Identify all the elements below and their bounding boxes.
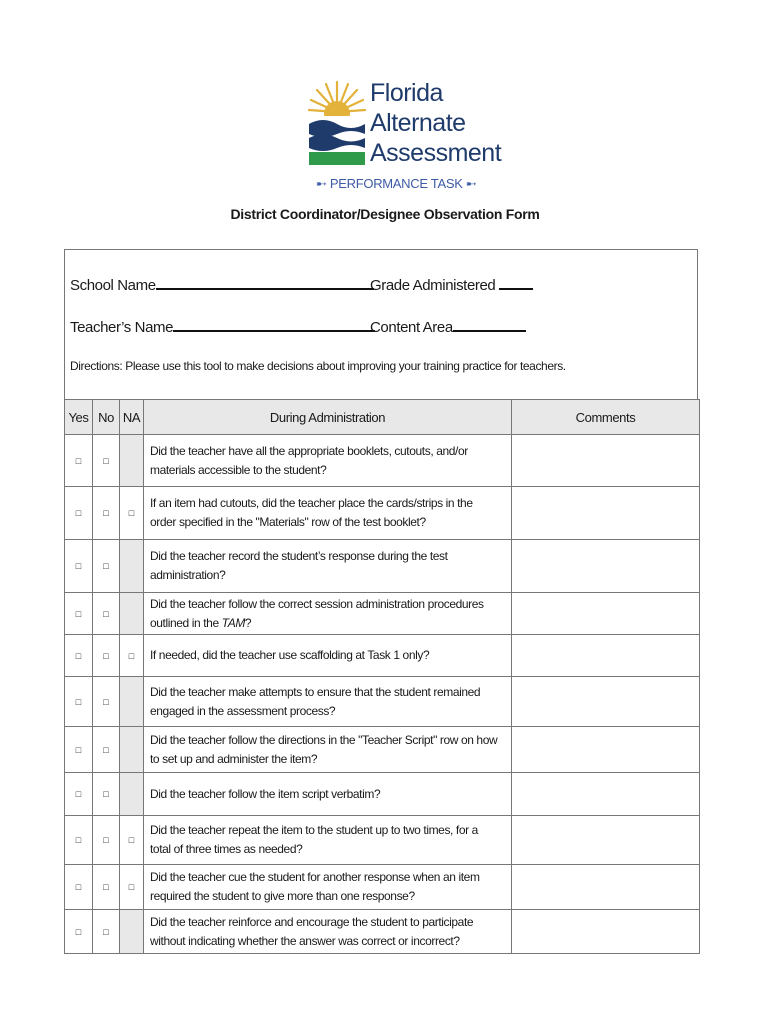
question-cell: Did the teacher follow the item script verbatim? — [144, 773, 512, 816]
no-checkbox[interactable]: □ — [93, 865, 120, 910]
form-title: District Coordinator/Designee Observation Form — [230, 206, 540, 222]
florida-alternate-assessment-logo — [308, 76, 502, 194]
teachers-name-field[interactable] — [70, 318, 375, 336]
na-checkbox[interactable]: □ — [120, 865, 144, 910]
yes-checkbox[interactable]: □ — [65, 865, 93, 910]
na-cell-shaded — [120, 677, 144, 727]
question-cell: Did the teacher reinforce and encourage the student to participate without indicating whether the answer was correct or incorrect? — [144, 910, 512, 954]
table-row — [65, 910, 700, 954]
yes-checkbox[interactable]: □ — [65, 677, 93, 727]
content-area-label: Content Area — [370, 319, 453, 336]
content-area-line[interactable] — [453, 318, 526, 332]
question-text: Did the teacher follow the correct session administration procedures outlined in the — [150, 596, 484, 630]
comments-cell[interactable] — [512, 727, 700, 773]
yes-checkbox[interactable]: □ — [65, 635, 93, 677]
no-checkbox[interactable]: □ — [93, 910, 120, 954]
no-checkbox[interactable]: □ — [93, 540, 120, 593]
pencil-right-icon: ➸ — [462, 176, 477, 191]
table-row — [65, 865, 700, 910]
table-header-row — [65, 400, 700, 435]
yes-checkbox[interactable]: □ — [65, 727, 93, 773]
logo-tagline — [316, 176, 476, 192]
table-row — [65, 635, 700, 677]
question-cell: If needed, did the teacher use scaffolding at Task 1 only? — [144, 635, 512, 677]
question-cell: Did the teacher make attempts to ensure that the student remained engaged in the assessment process? — [144, 677, 512, 727]
no-checkbox[interactable]: □ — [93, 727, 120, 773]
table-row — [65, 773, 700, 816]
sun-waves-icon — [308, 76, 366, 168]
question-cell: Did the teacher have all the appropriate booklets, cutouts, and/or materials accessible to the student? — [144, 435, 512, 487]
table-row — [65, 435, 700, 487]
na-cell-shaded — [120, 910, 144, 954]
table-row — [65, 487, 700, 540]
question-cell: Did the teacher repeat the item to the student up to two times, for a total of three times as needed? — [144, 816, 512, 865]
form-header-box — [64, 249, 698, 399]
header-yes: Yes — [65, 400, 93, 435]
yes-checkbox[interactable]: □ — [65, 487, 93, 540]
content-area-field[interactable] — [370, 318, 526, 336]
question-cell: Did the teacher cue the student for another response when an item required the student to give more than one response? — [144, 865, 512, 910]
table-row — [65, 540, 700, 593]
no-checkbox[interactable]: □ — [93, 487, 120, 540]
table-row — [65, 816, 700, 865]
yes-checkbox[interactable]: □ — [65, 435, 93, 487]
comments-cell[interactable] — [512, 635, 700, 677]
question-italic-text: TAM — [221, 615, 245, 630]
logo-wordmark — [370, 78, 501, 168]
na-checkbox[interactable]: □ — [120, 487, 144, 540]
yes-checkbox[interactable]: □ — [65, 816, 93, 865]
na-cell-shaded — [120, 593, 144, 635]
comments-cell[interactable] — [512, 487, 700, 540]
yes-checkbox[interactable]: □ — [65, 593, 93, 635]
comments-cell[interactable] — [512, 865, 700, 910]
comments-cell[interactable] — [512, 910, 700, 954]
question-cell — [144, 593, 512, 635]
logo-line-assessment: Assessment — [370, 139, 502, 167]
teachers-name-label: Teacher’s Name — [70, 319, 174, 336]
school-name-field[interactable] — [70, 276, 374, 294]
question-cell: Did the teacher record the student’s response during the test administration? — [144, 540, 512, 593]
table-row — [65, 677, 700, 727]
header-no: No — [93, 400, 120, 435]
pencil-left-icon: ➸ — [316, 176, 330, 191]
comments-cell[interactable] — [512, 677, 700, 727]
question-text-end: ? — [244, 615, 252, 630]
grade-administered-line[interactable] — [499, 276, 533, 290]
comments-cell[interactable] — [512, 816, 700, 865]
logo-line-alternate: Alternate — [370, 109, 466, 137]
observation-table — [64, 399, 700, 954]
question-cell: Did the teacher follow the directions in the "Teacher Script" row on how to set up and administer the item? — [144, 727, 512, 773]
na-checkbox[interactable]: □ — [120, 816, 144, 865]
na-cell-shaded — [120, 540, 144, 593]
table-row — [65, 727, 700, 773]
no-checkbox[interactable]: □ — [93, 677, 120, 727]
header-na: NA — [120, 400, 144, 435]
directions-text: Directions: Please use this tool to make decisions about improving your training practice for teachers. — [70, 359, 566, 373]
no-checkbox[interactable]: □ — [93, 816, 120, 865]
na-cell-shaded — [120, 435, 144, 487]
table-row — [65, 593, 700, 635]
na-cell-shaded — [120, 773, 144, 816]
no-checkbox[interactable]: □ — [93, 773, 120, 816]
tagline-text: PERFORMANCE TASK — [329, 176, 463, 191]
header-during-administration: During Administration — [144, 400, 512, 435]
school-name-label: School Name — [70, 277, 156, 294]
yes-checkbox[interactable]: □ — [65, 773, 93, 816]
na-checkbox[interactable]: □ — [120, 635, 144, 677]
school-name-line[interactable] — [156, 276, 374, 290]
teachers-name-line[interactable] — [173, 318, 375, 332]
no-checkbox[interactable]: □ — [93, 435, 120, 487]
comments-cell[interactable] — [512, 540, 700, 593]
no-checkbox[interactable]: □ — [93, 635, 120, 677]
header-comments: Comments — [512, 400, 700, 435]
yes-checkbox[interactable]: □ — [65, 540, 93, 593]
no-checkbox[interactable]: □ — [93, 593, 120, 635]
comments-cell[interactable] — [512, 435, 700, 487]
comments-cell[interactable] — [512, 773, 700, 816]
question-cell: If an item had cutouts, did the teacher place the cards/strips in the order specified in the "Materials" row of the test booklet? — [144, 487, 512, 540]
comments-cell[interactable] — [512, 593, 700, 635]
grade-administered-field[interactable] — [370, 276, 533, 294]
na-cell-shaded — [120, 727, 144, 773]
yes-checkbox[interactable]: □ — [65, 910, 93, 954]
logo-line-florida: Florida — [370, 79, 443, 107]
grade-administered-label: Grade Administered — [370, 277, 496, 294]
